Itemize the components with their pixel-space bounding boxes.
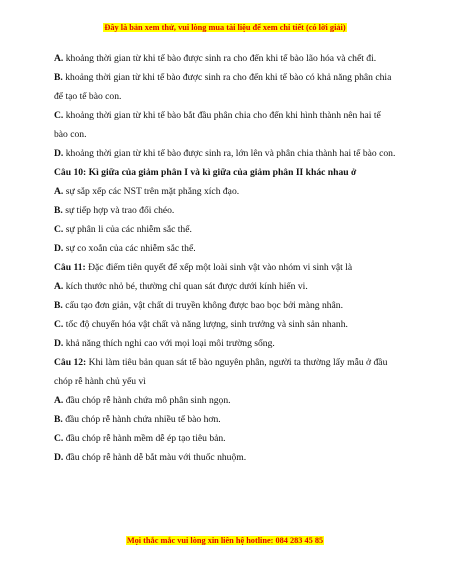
prev-question-options (54, 49, 396, 163)
option-b: B. khoảng thời gian từ khi tế bào được sinh ra cho đến khi tế bào có khả năng phân chia để tạo tế bào con. (54, 72, 392, 102)
hotline-notice-text: Mọi thắc mắc vui lòng xin liên hệ hotline: 084 283 45 85 (126, 536, 324, 545)
option-a: A. khoảng thời gian từ khi tế bào được sinh ra cho đến khi tế bào lão hóa và chết đi. (54, 53, 377, 64)
document-body (54, 49, 396, 467)
option-b: B. sự tiếp hợp và trao đổi chéo. (54, 205, 175, 216)
option-a: A. sự sắp xếp các NST trên mặt phẳng xích đạo. (54, 186, 240, 197)
option-c: C. đầu chóp rễ hành mềm dễ ép tạo tiêu bản. (54, 433, 226, 444)
question-10 (54, 163, 396, 258)
question-stem: Câu 11: Đặc điểm tiên quyết để xếp một loài sinh vật vào nhóm vi sinh vật là (54, 262, 353, 273)
option-a: A. kích thước nhỏ bé, thường chỉ quan sát được dưới kính hiển vi. (54, 281, 308, 292)
question-11 (54, 258, 396, 353)
question-12 (54, 353, 396, 467)
option-c: C. sự phân li của các nhiễm sắc thể. (54, 224, 192, 235)
hotline-notice-banner (0, 536, 450, 545)
option-c: C. khoảng thời gian từ khi tế bào bắt đầu phân chia cho đến khi hình thành nên hai tế bào con. (54, 110, 381, 140)
option-d: D. khả năng thích nghi cao với mọi loại môi trường sống. (54, 338, 275, 349)
preview-notice-banner (0, 23, 450, 32)
option-d: D. khoảng thời gian từ khi tế bào được sinh ra, lớn lên và phân chia thành hai tế bào con. (54, 148, 396, 159)
option-b: B. đầu chóp rễ hành chứa nhiều tế bào hơn. (54, 414, 221, 425)
question-stem: Câu 12: Khi làm tiêu bản quan sát tế bào nguyên phân, người ta thường lấy mẫu ở đầu chóp rễ hành chủ yếu vì (54, 357, 388, 387)
preview-notice-text: Đây là bản xem thử, vui lòng mua tài liệu để xem chi tiết (có lời giải) (104, 23, 346, 32)
option-c: C. tốc độ chuyển hóa vật chất và năng lượng, sinh trưởng và sinh sản nhanh. (54, 319, 348, 330)
option-a: A. đầu chóp rễ hành chứa mô phân sinh ngọn. (54, 395, 231, 406)
option-d: D. đầu chóp rễ hành dễ bắt màu với thuốc nhuộm. (54, 452, 247, 463)
question-stem: Câu 10: Kì giữa của giảm phân I và kì giữa của giảm phân II khác nhau ở (54, 167, 357, 178)
option-b: B. cấu tạo đơn giản, vật chất di truyền không được bao bọc bởi màng nhân. (54, 300, 343, 311)
option-d: D. sự co xoắn của các nhiễm sắc thể. (54, 243, 196, 254)
